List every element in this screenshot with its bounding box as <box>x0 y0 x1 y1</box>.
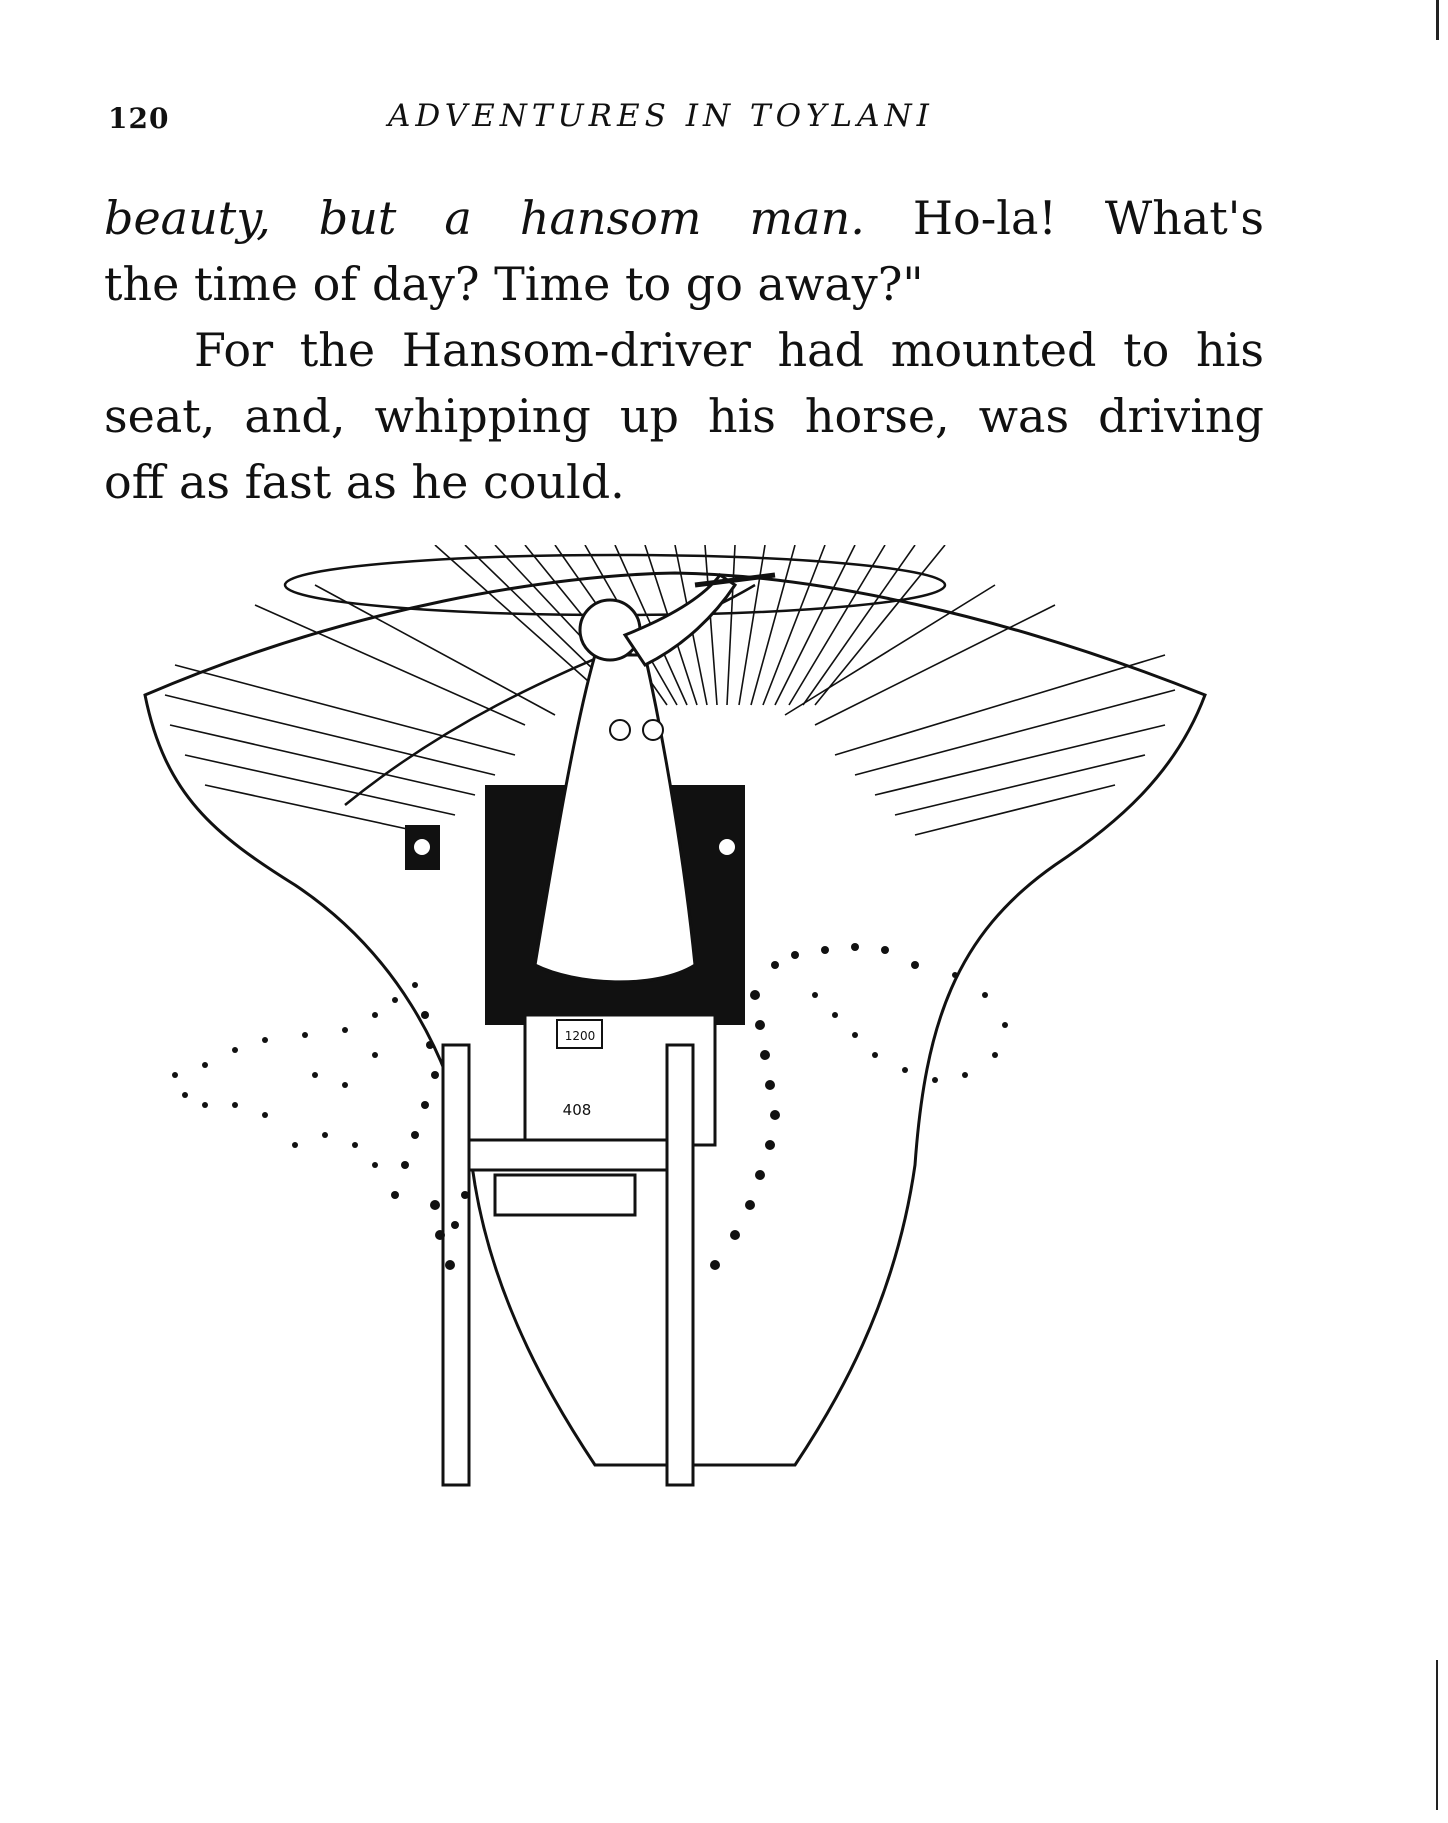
right-wheel <box>667 1045 693 1485</box>
axle-bar <box>469 1140 667 1170</box>
text-line-1-rest: Ho-la! What's <box>912 191 1264 245</box>
running-title: ADVENTURES IN TOYLANI <box>388 98 934 134</box>
page-header <box>108 98 1258 138</box>
driver-hat <box>580 600 640 660</box>
coat-button-right <box>643 720 663 740</box>
italic-phrase: beauty, but a hansom man. <box>104 191 865 245</box>
edge-mark-top <box>1436 0 1439 40</box>
step <box>495 1175 635 1215</box>
text-line-3: For the Hansom-driver had mounted to his <box>194 323 1264 377</box>
text-line-1 <box>104 185 1264 251</box>
text-line-2: the time of day? Time to go away?" <box>104 257 924 311</box>
text-line-4: seat, and, whipping up his horse, was driving <box>104 389 1264 443</box>
coat-button-left <box>610 720 630 740</box>
hansom-cab-illustration <box>55 545 1295 1495</box>
text-line-5: off as fast as he could. <box>104 455 625 509</box>
clock-numerals: 1200 <box>564 1029 596 1043</box>
edge-mark-right <box>1436 1660 1438 1810</box>
cab-mark: 408 <box>562 1101 592 1119</box>
page-number: 120 <box>108 102 170 135</box>
body-text <box>104 185 1264 515</box>
